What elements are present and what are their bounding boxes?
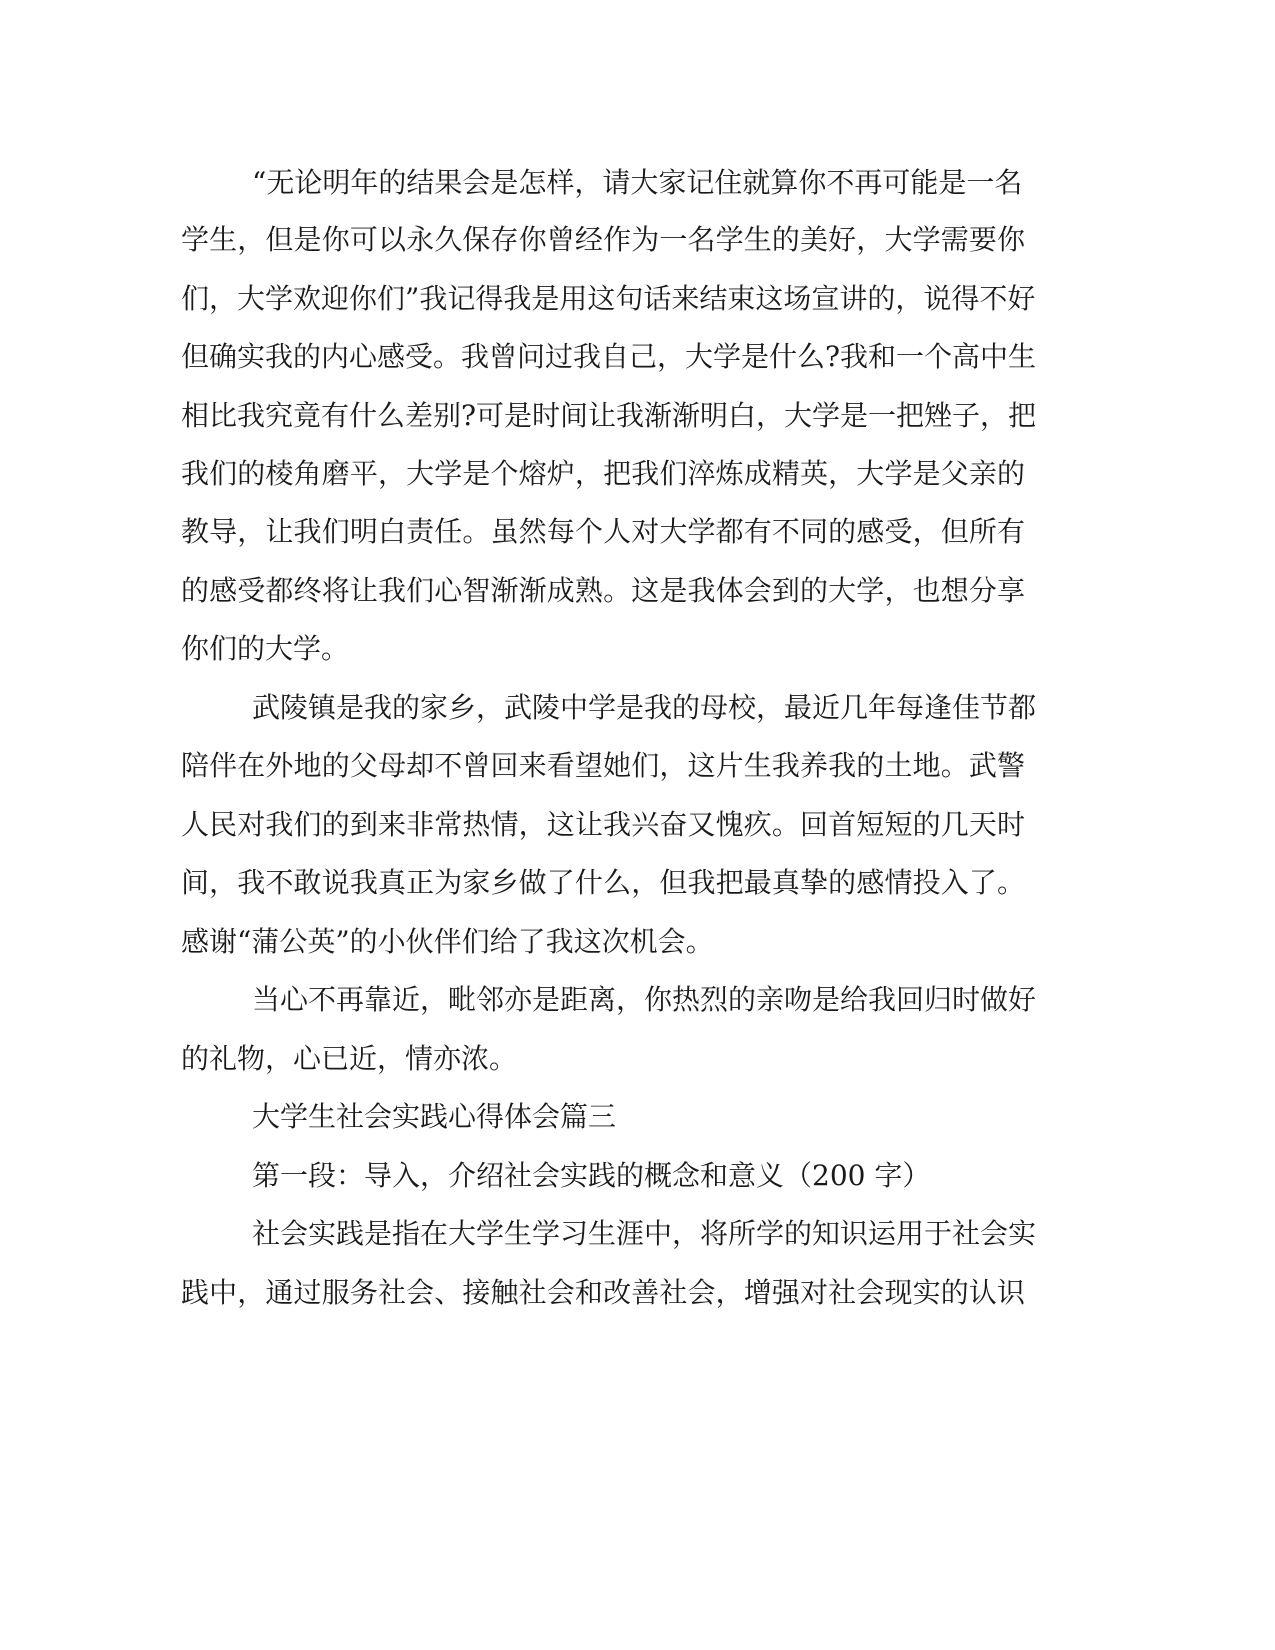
text-line: 间，我不敢说我真正为家乡做了什么，但我把最真挚的感情投入了。 [181, 866, 1025, 899]
text-line: 感谢“蒲公英”的小伙伴们给了我这次机会。 [181, 925, 714, 958]
text-line: 社会实践是指在大学生学习生涯中，将所学的知识运用于社会实 [252, 1217, 1037, 1250]
section-heading: 大学生社会实践心得体会篇三 [252, 1100, 617, 1133]
text-line: “无论明年的结果会是怎样，请大家记住就算你不再可能是一名 [252, 166, 1023, 199]
text-line: 我们的棱角磨平，大学是个熔炉，把我们淬炼成精英，大学是父亲的 [181, 457, 1025, 490]
text-line: 们，大学欢迎你们”我记得我是用这句话来结束这场宣讲的，说得不好 [181, 282, 1036, 315]
text-line: 学生，但是你可以永久保存你曾经作为一名学生的美好，大学需要你 [181, 223, 1025, 256]
text-line: 陪伴在外地的父母却不曾回来看望她们，这片生我养我的土地。武警 [181, 749, 1025, 782]
subsection-heading: 第一段：导入，介绍社会实践的概念和意义（200 字） [252, 1159, 931, 1192]
text-line: 的礼物，心已近，情亦浓。 [181, 1042, 518, 1075]
text-line: 教导，让我们明白责任。虽然每个人对大学都有不同的感受，但所有 [181, 515, 1025, 548]
text-line: 人民对我们的到来非常热情，这让我兴奋又愧疚。回首短短的几天时 [181, 808, 1025, 841]
text-line: 的感受都终将让我们心智渐渐成熟。这是我体会到的大学，也想分享 [181, 574, 1025, 607]
text-line: 相比我究竟有什么差别?可是时间让我渐渐明白，大学是一把矬子，把 [181, 399, 1037, 432]
text-line: 践中，通过服务社会、接触社会和改善社会，增强对社会现实的认识 [181, 1276, 1025, 1309]
text-line: 你们的大学。 [181, 632, 350, 665]
text-line: 武陵镇是我的家乡，武陵中学是我的母校，最近几年每逢佳节都 [252, 691, 1037, 724]
text-line: 当心不再靠近，毗邻亦是距离，你热烈的亲吻是给我回归时做好 [252, 983, 1037, 1016]
text-line: 但确实我的内心感受。我曾问过我自己，大学是什么?我和一个高中生 [181, 340, 1037, 373]
